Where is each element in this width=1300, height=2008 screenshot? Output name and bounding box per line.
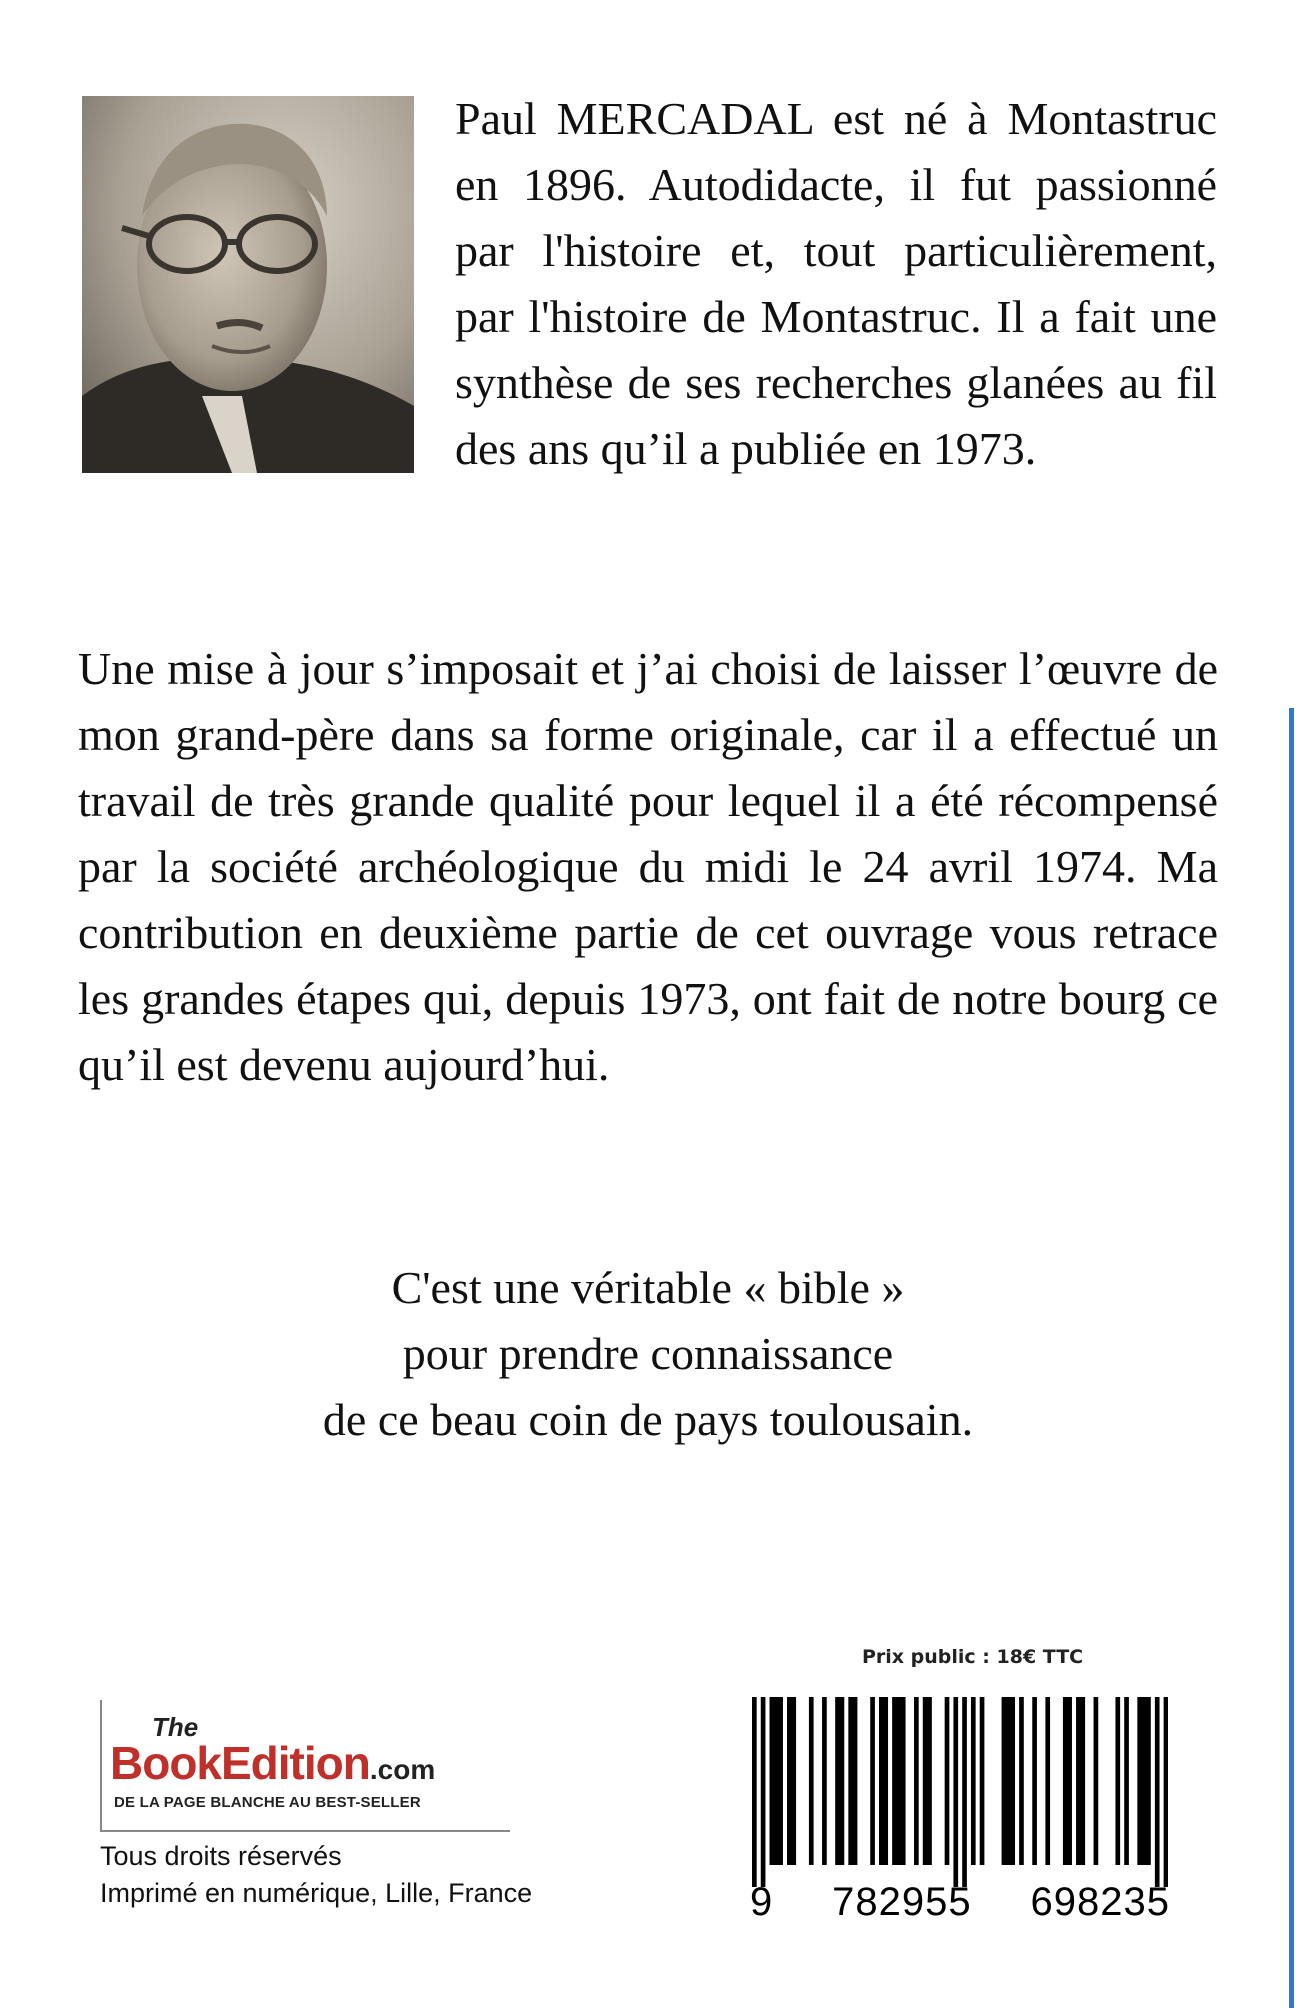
barcode-bar — [901, 1697, 906, 1865]
author-portrait — [82, 96, 414, 473]
barcode-bar — [897, 1697, 902, 1865]
quote-line: pour prendre connaissance — [402, 1328, 894, 1379]
barcode-bar — [1155, 1697, 1160, 1887]
barcode-bar — [770, 1697, 775, 1865]
barcode-bar — [883, 1697, 888, 1865]
barcode-bar — [870, 1697, 875, 1865]
barcode-bar — [1032, 1697, 1037, 1865]
isbn-prefix: 9 — [750, 1880, 774, 1924]
barcode-bar — [1006, 1697, 1011, 1865]
barcode-bar — [971, 1697, 976, 1865]
barcode-bar — [787, 1697, 792, 1865]
barcode-bar — [1094, 1697, 1099, 1865]
barcode-bar — [791, 1697, 796, 1865]
barcode-bar — [962, 1697, 967, 1887]
publisher-info — [100, 1838, 532, 1912]
barcode-bar — [1124, 1697, 1129, 1865]
barcode-bar — [1002, 1697, 1007, 1865]
barcode-bar — [927, 1697, 932, 1865]
barcode-bar — [1080, 1697, 1085, 1865]
barcode-bar — [1067, 1697, 1072, 1865]
barcode-bar — [980, 1697, 985, 1865]
barcode-bar — [848, 1697, 853, 1865]
barcode-bar — [923, 1697, 928, 1865]
quote-line: C'est une véritable « bible » — [391, 1262, 905, 1313]
isbn-group-left: 782955 — [832, 1880, 972, 1924]
barcode-bar — [1146, 1697, 1151, 1865]
author-bio: Paul MERCADAL est né à Montastruc en 1896. Autodidacte, il fut passionné par l'histoire et, tout particulièrement, par l'histoire de Montastruc. Il a fait une synthèse de ses recherches glanées au fil des ans qu’il a publiée en 1973. — [455, 93, 1217, 474]
description-paragraph: Une mise à jour s’imposait et j’ai choisi de laisser l’œuvre de mon grand-père dans sa forme originale, car il a effectué un travail de très grande qualité pour lequel il a été récompensé par la société archéologique du midi le 24 avril 1974. Ma contribution en deuxième partie de cet ouvrage vous retrace les grandes étapes qui, depuis 1973, ont fait de notre bourg ce qu’il est devenu aujourd’hui. — [78, 643, 1218, 1090]
barcode-bar — [840, 1697, 845, 1865]
rights-notice: Tous droits réservés — [100, 1841, 342, 1871]
barcode-bar — [853, 1697, 858, 1865]
barcode-bar — [945, 1697, 950, 1865]
portrait-illustration — [82, 96, 414, 473]
barcode-bar — [1076, 1697, 1081, 1865]
barcode-bar — [809, 1697, 814, 1865]
barcode-bar — [1063, 1697, 1068, 1865]
publisher-logo — [100, 1700, 510, 1832]
print-location: Imprimé en numérique, Lille, France — [100, 1878, 533, 1908]
logo-the: The — [152, 1712, 199, 1742]
logo-tagline: DE LA PAGE BLANCHE AU BEST-SELLER — [114, 1794, 421, 1811]
logo-suffix: .com — [369, 1754, 436, 1785]
logo-name: BookEdition — [110, 1737, 370, 1789]
barcode-bar — [1137, 1697, 1142, 1865]
barcode-bar — [778, 1697, 783, 1865]
barcode-bar — [1164, 1697, 1168, 1887]
barcode-bar — [1115, 1697, 1120, 1865]
barcode-bar — [822, 1697, 827, 1865]
pull-quote — [78, 1255, 1218, 1453]
barcode-bar — [1010, 1697, 1015, 1865]
barcode-bar — [1019, 1697, 1024, 1865]
barcode-bar — [835, 1697, 840, 1865]
barcode-bar — [774, 1697, 779, 1865]
price-label: Prix public : 18€ TTC — [862, 1646, 1084, 1668]
logo-wordmark — [110, 1738, 435, 1795]
isbn-group-right: 698235 — [1030, 1880, 1170, 1924]
barcode-bar — [1142, 1697, 1147, 1865]
spine-accent-line — [1289, 708, 1294, 2008]
barcode-bar — [879, 1697, 884, 1865]
barcode-bar — [1045, 1697, 1050, 1865]
quote-line: de ce beau coin de pays toulousain. — [322, 1394, 974, 1445]
barcode-bar — [892, 1697, 897, 1865]
barcode-bar — [914, 1697, 919, 1865]
isbn-barcode — [752, 1697, 1168, 1887]
isbn-digits — [750, 1880, 1170, 1925]
barcode-bar — [953, 1697, 958, 1887]
barcode-bar — [761, 1697, 766, 1887]
barcode-bar — [752, 1697, 757, 1887]
